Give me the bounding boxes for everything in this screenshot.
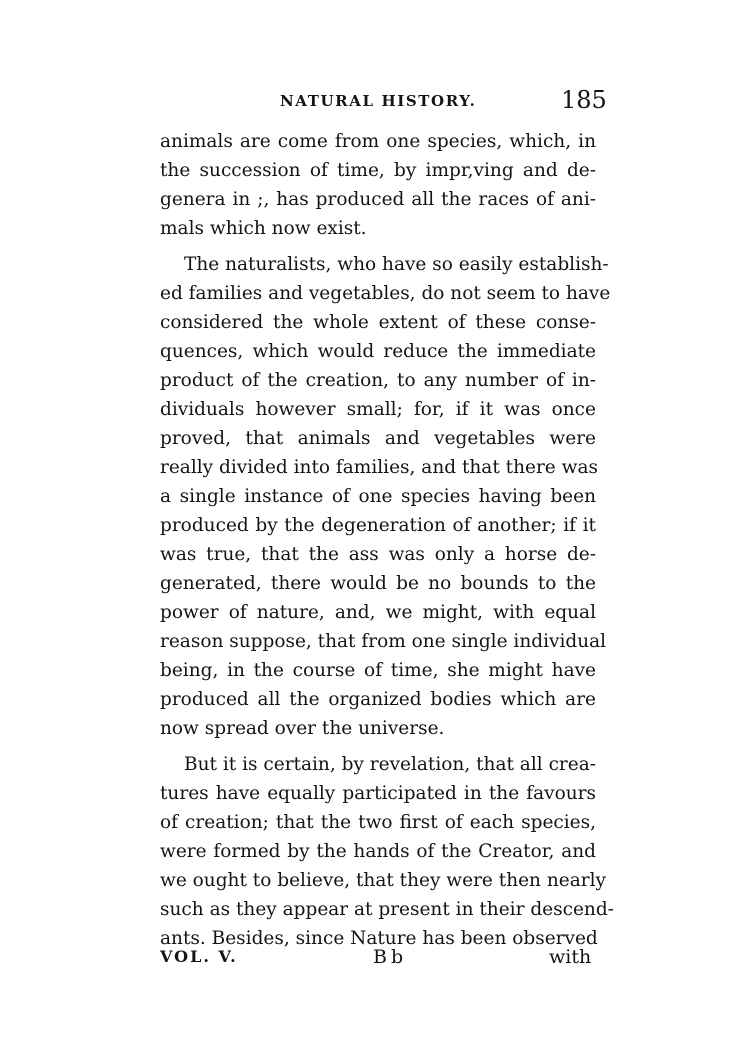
text-line: product of the creation, to any number of in- — [160, 370, 596, 391]
page-number: 185 — [561, 86, 607, 114]
text-line: animals are come from one species, which, in — [160, 131, 596, 152]
paragraph — [160, 127, 596, 243]
catchword: with — [549, 946, 592, 968]
text-line: The naturalists, who have so easily establish- — [184, 254, 609, 275]
text-line: produced by the degeneration of another; if it — [160, 515, 596, 536]
text-line: ed families and vegetables, do not seem to have — [160, 283, 611, 304]
text-line: tures have equally participated in the favours — [160, 783, 596, 804]
text-line: ants. Besides, since Nature has been observed — [160, 928, 598, 949]
text-line: power of nature, and, we might, with equal — [160, 602, 596, 623]
text-line: now spread over the universe. — [160, 718, 445, 739]
text-line: genera in ;, has produced all the races of ani- — [160, 189, 596, 210]
paragraph — [160, 250, 611, 743]
text-line: produced all the organized bodies which are — [160, 689, 596, 710]
text-line: But it is certain, by revelation, that all crea- — [184, 754, 596, 775]
text-line: being, in the course of time, she might have — [160, 660, 596, 681]
text-line: were formed by the hands of the Creator, and — [160, 841, 596, 862]
text-line: proved, that animals and vegetables were — [160, 428, 596, 449]
text-line: a single instance of one species having been — [160, 486, 596, 507]
text-line: generated, there would be no bounds to the — [160, 573, 596, 594]
text-line: dividuals however small; for, if it was once — [160, 399, 596, 420]
text-line: considered the whole extent of these conse- — [160, 312, 596, 333]
text-line: such as they appear at present in their descend- — [160, 899, 614, 920]
text-line: the succession of time, by impr,ving and de- — [160, 160, 596, 181]
text-line: reason suppose, that from one single individual — [160, 631, 607, 652]
body-text — [160, 127, 614, 953]
signature-mark: Bb — [373, 946, 408, 968]
paragraph — [160, 750, 614, 953]
text-line: we ought to believe, that they were then nearly — [160, 870, 606, 891]
running-head: NATURAL HISTORY. — [280, 92, 477, 110]
text-line: of creation; that the two first of each species, — [160, 812, 596, 833]
text-line: was true, that the ass was only a horse de- — [160, 544, 596, 565]
text-line: quences, which would reduce the immediate — [160, 341, 596, 362]
text-line: really divided into families, and that there was — [160, 457, 598, 478]
text-line: mals which now exist. — [160, 218, 367, 239]
volume-mark: VOL. V. — [160, 947, 238, 966]
